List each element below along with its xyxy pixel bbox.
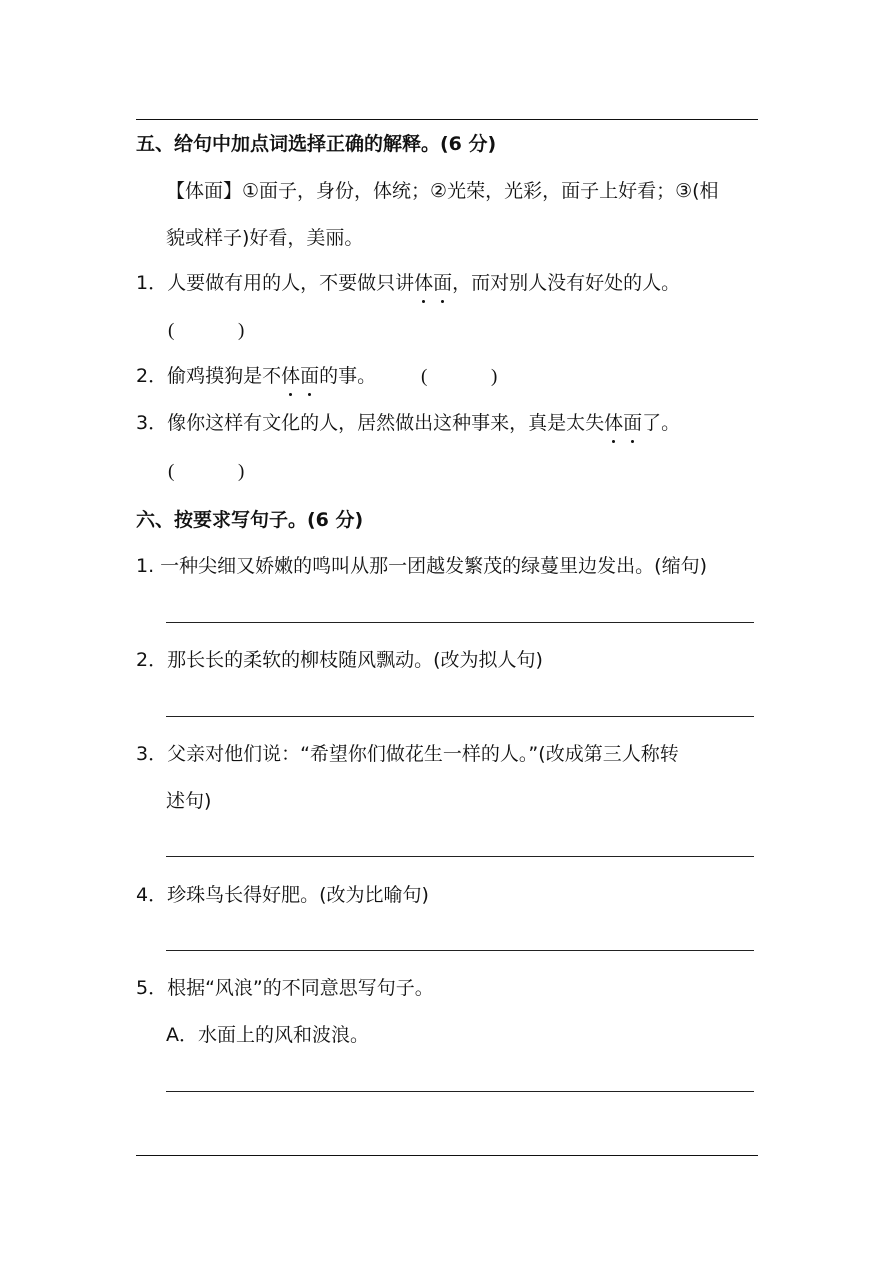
s6-question-5-option-a: A．水面上的风和波浪。 (166, 1024, 369, 1046)
question-text: 像你这样有文化的人，居然做出这种事来，真是太失 (167, 412, 605, 434)
dotted-char: 面 (300, 365, 320, 387)
dotted-char: 体 (604, 412, 624, 434)
answer-line-1[interactable] (166, 622, 754, 623)
answer-line-3[interactable] (166, 856, 754, 857)
section5-title: 五、给句中加点词选择正确的解释。(6 分) (136, 133, 497, 155)
answer-blank-2[interactable] (431, 364, 489, 390)
question-text: 了。 (642, 412, 681, 434)
answer-line-4[interactable] (166, 950, 754, 951)
answer-line-5[interactable] (166, 1091, 754, 1092)
answer-paren-open: ( (421, 366, 428, 387)
dotted-char: 面 (433, 272, 453, 294)
s5-question-3 (136, 410, 680, 436)
question-number: 2． (136, 365, 168, 387)
s6-question-3-line-2: 述句) (166, 790, 212, 812)
answer-paren-close: ) (238, 461, 245, 482)
answer-line-2[interactable] (166, 716, 754, 717)
question-number: 1． (136, 272, 168, 294)
s6-question-2: 2．那长长的柔软的柳枝随风飘动。(改为拟人句) (136, 649, 543, 671)
dotted-char: 面 (623, 412, 643, 434)
question-text: 偷鸡摸狗是不 (167, 365, 282, 387)
definition-line-2: 貌或样子)好看，美丽。 (166, 227, 364, 249)
bottom-rule (136, 1155, 758, 1156)
question-text: 的事。 (319, 365, 377, 387)
s5-question-1 (136, 270, 680, 296)
section6-title: 六、按要求写句子。(6 分) (136, 509, 364, 531)
dotted-char: 体 (414, 272, 434, 294)
top-rule (136, 119, 758, 120)
definition-line-1: 【体面】①面子，身份，体统；②光荣，光彩，面子上好看；③(相 (166, 180, 719, 202)
s6-question-4: 4．珍珠鸟长得好肥。(改为比喻句) (136, 884, 429, 906)
answer-paren-open: ( (168, 461, 175, 482)
s6-question-5: 5．根据“风浪”的不同意思写句子。 (136, 977, 434, 999)
answer-paren-close: ) (238, 320, 245, 341)
answer-paren-open: ( (168, 320, 175, 341)
dotted-char: 体 (281, 365, 301, 387)
question-text: 人要做有用的人，不要做只讲 (167, 272, 415, 294)
answer-paren-close: ) (491, 366, 498, 387)
s6-question-1: 1. 一种尖细又娇嫩的鸣叫从那一团越发繁茂的绿蔓里边发出。(缩句) (136, 555, 707, 577)
s6-question-3-line-1: 3．父亲对他们说：“希望你们做花生一样的人。”(改成第三人称转 (136, 743, 679, 765)
answer-blank-1[interactable] (178, 318, 236, 344)
answer-blank-3[interactable] (178, 459, 236, 485)
question-number: 3． (136, 412, 168, 434)
question-text: ，而对别人没有好处的人。 (452, 272, 681, 294)
s5-question-2 (136, 363, 376, 389)
